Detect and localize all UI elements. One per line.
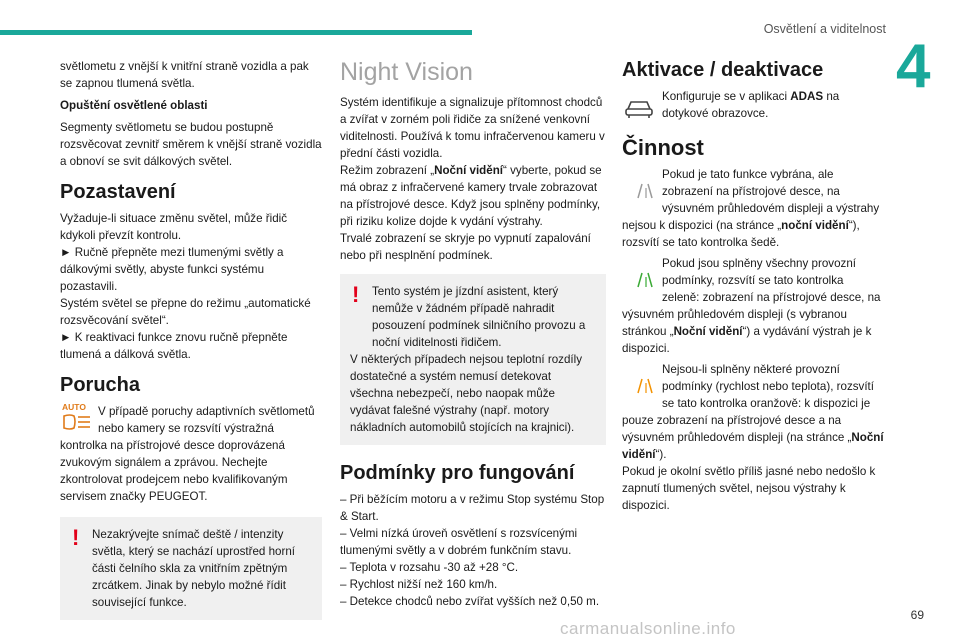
cinnost-grey: Pokud je tato funkce vybrána, ale zobrazení na přístrojové desce, na výsuvném průhledovém displeji a výstrahy nejsou k dispozici (na stránce „noční vidění“), rozsvítí se tato kontrolka šedě. [622, 168, 880, 249]
list-item: – Velmi nízká úroveň osvětlení s rozsvícenými tlumenými světly a v dobrém funkčním stavu. [340, 527, 578, 557]
auto-headlamp-icon [60, 401, 92, 433]
aktivace-paragraph: Konfiguruje se v aplikaci ADAS na dotykové obrazovce. [622, 88, 884, 124]
night-vision-orange-icon [622, 363, 656, 397]
column-middle [340, 58, 606, 610]
subheading-leaving-lit-area: Opuštění osvětlené oblasti [60, 99, 208, 112]
header-accent-bar [0, 30, 472, 35]
list-item: – Detekce chodců nebo zvířat vyšších než 0,50 m. [340, 595, 600, 608]
porucha-paragraph: AUTO V případě poruchy adaptivních světlometů nebo kamery se rozsvítí výstražná kontrolka na přístrojové desce doprovázená zvukovým signálem a zprávou. Nechejte zkontrolovat prodejcem nebo kvalifikovaným servisem značky PEUGEOT. [60, 402, 315, 503]
warning-box-sensor: ! Nezakrývejte snímač deště / intenzity světla, který se nachází uprostřed horní části čelního skla za vnitřním zpětným zrcátkem. Jinak by nebylo možné řídit související funkce. [60, 517, 322, 620]
bullet-arrow-icon: ► [60, 331, 72, 344]
list-item: – Při běžícím motoru a v režimu Stop systému Stop & Start. [340, 493, 605, 523]
warning-exclamation-icon: ! [72, 525, 80, 550]
heading-aktivace: Aktivace / deaktivace [622, 59, 824, 81]
warning-box-night-vision: ! Tento systém je jízdní asistent, který nemůže v žádném případě nahradit posouzení podmínek silničního provozu a noční viditelnosti řidičem. V některých případech nejsou teplotní rozdíly dostatečné a systém nemusí detekovat všechna nebezpečí, nebo naopak může vydávat falešné výstrahy (např. motory nákladních automobilů stojících na krajnici). [340, 274, 606, 445]
column-left [60, 58, 322, 628]
night-vision-intro: Systém identifikuje a signalizuje přítomnost chodců a zvířat v zorném poli řidiče za snížené venkovní viditelnosti. Používá k tomu infračervenou kameru v přední části vozidla. Režim zobrazení „Noční vidění“ vyberte, pokud se má obraz z infračervené kamery trvale zobrazovat na přístrojové desce. Když jsou splněny podmínky, při riziku kolize dojde k vydání výstrahy. Trvalé zobrazení se skryje po vypnutí zapalování nebo při nesplnění podmínek. [340, 96, 605, 262]
warning-exclamation-icon: ! [352, 282, 360, 307]
bullet-arrow-icon: ► [60, 246, 72, 259]
night-vision-green-icon [622, 257, 656, 291]
chapter-number: 4 [896, 32, 931, 101]
heading-cinnost: Činnost [622, 135, 704, 160]
conditions-list [340, 491, 606, 610]
leaving-lit-area-text: Segmenty světlometu se budou postupně rozsvěcovat zevnitř směrem k vnější straně vozidla a obnoví se svit dálkových světel. [60, 121, 322, 168]
heading-podminky: Podmínky pro fungování [340, 462, 575, 484]
heading-porucha: Porucha [60, 374, 141, 396]
cinnost-orange: Nejsou-li splněny některé provozní podmínky (rychlost nebo teplota), rozsvítí se tato kontrolka oranžově: k dispozici je pouze zobrazení na přístrojové desce a na výsuvném průhledovém displeji (na stránce „Noční vidění“). Pokud je okolní světlo příliš jasné nebo nedošlo k zapnutí tlumených světel, nejsou výstrahy k dispozici. [622, 363, 884, 512]
night-vision-grey-icon [622, 168, 656, 202]
section-title: Osvětlení a viditelnost [763, 22, 886, 36]
heading-night-vision: Night Vision [340, 58, 473, 86]
intro-text: světlometu z vnější k vnitřní straně vozidla a pak se zapnou tlumená světla. [60, 60, 309, 90]
svg-text:AUTO: AUTO [62, 402, 86, 412]
pozastaveni-text: Vyžaduje-li situace změnu světel, může řidič kdykoli převzít kontrolu. ► Ručně přepněte mezi tlumenými světly a dálkovými světly, abyste funkci systému pozastavili. Systém světel se přepne do režimu „automatické rozsvěcování světel“. ► K reaktivaci funkce znovu ručně přepněte tlumená a dálková světla. [60, 212, 311, 361]
car-icon [622, 90, 656, 124]
cinnost-green: Pokud jsou splněny všechny provozní podmínky, rozsvítí se tato kontrolka zeleně: zobrazení na přístrojové desce, na výsuvném průhledovém displeji (s vybranou stránkou „Noční vidění“) a vydávání výstrah je k dispozici. [622, 257, 881, 355]
watermark: carmanualsonline.info [560, 619, 736, 638]
heading-pozastaveni: Pozastavení [60, 181, 176, 203]
page-number: 69 [910, 608, 924, 622]
list-item: – Teplota v rozsahu -30 až +28 °C. [340, 561, 519, 574]
list-item: – Rychlost nižší než 160 km/h. [340, 578, 498, 591]
column-right [622, 58, 884, 518]
